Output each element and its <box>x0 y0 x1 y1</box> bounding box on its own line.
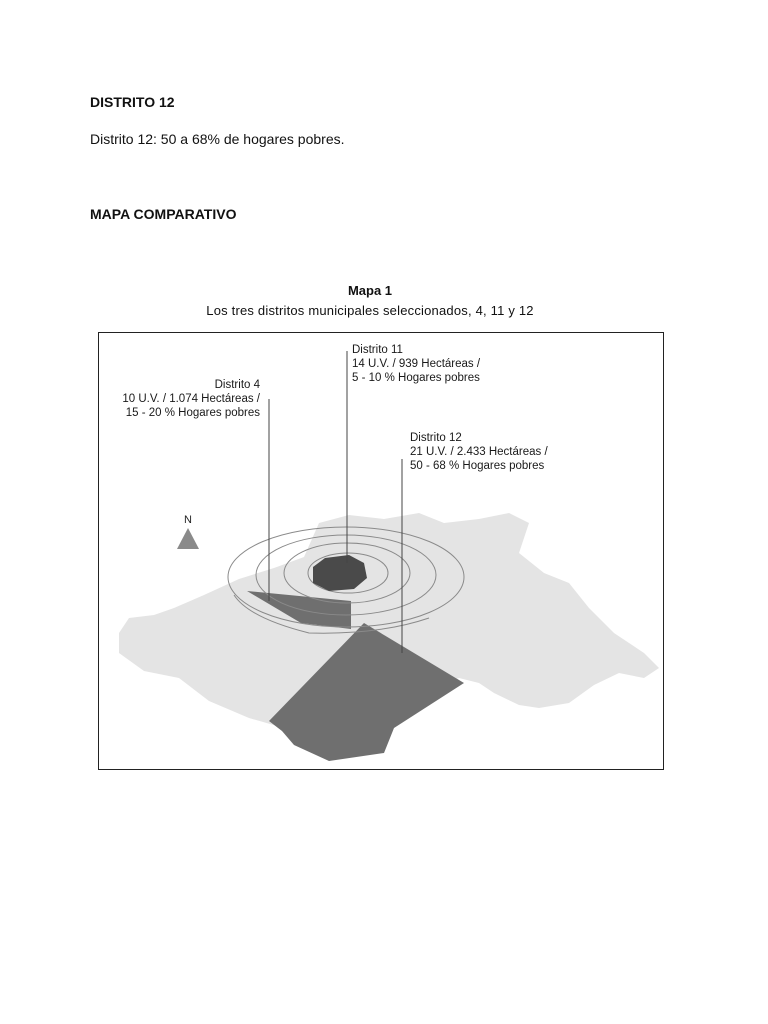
map-frame <box>98 332 664 770</box>
distrito-12-label <box>410 431 548 473</box>
distrito-11-line1: 14 U.V. / 939 Hectáreas / <box>352 358 481 370</box>
distrito-11-name: Distrito 11 <box>352 344 403 356</box>
distrito-12-line2: 50 - 68 % Hogares pobres <box>410 460 545 472</box>
map-section-heading: MAPA COMPARATIVO <box>90 206 237 222</box>
distrito-4-line1: 10 U.V. / 1.074 Hectáreas / <box>122 393 260 405</box>
district-description: Distrito 12: 50 a 68% de hogares pobres. <box>90 131 345 147</box>
distrito-4-name: Distrito 4 <box>214 379 260 391</box>
north-arrow-icon <box>177 528 199 549</box>
map-subtitle: Los tres distritos municipales seleccionados, 4, 11 y 12 <box>206 303 534 318</box>
north-label: N <box>184 514 192 526</box>
distrito-11-line2: 5 - 10 % Hogares pobres <box>352 372 480 384</box>
district-heading: DISTRITO 12 <box>90 94 175 110</box>
distrito-12-line1: 21 U.V. / 2.433 Hectáreas / <box>410 446 548 458</box>
map-title: Mapa 1 <box>347 283 393 298</box>
distrito-12-name: Distrito 12 <box>410 432 462 444</box>
distrito-11-label <box>352 343 480 385</box>
distrito-4-label <box>122 378 260 420</box>
distrito-4-line2: 15 - 20 % Hogares pobres <box>125 407 260 419</box>
